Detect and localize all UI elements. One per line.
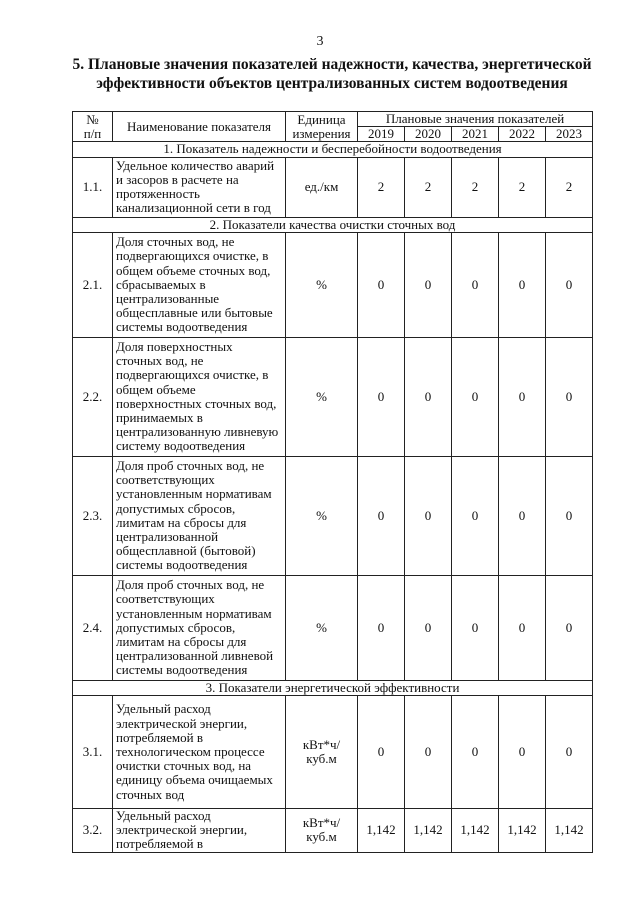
indicator-name	[113, 232, 286, 337]
row-number: 1.1.	[73, 157, 113, 217]
table-row	[73, 232, 593, 337]
unit-line: кВт*ч/	[302, 736, 341, 752]
indicator-name-line: централизованные	[116, 290, 220, 306]
header-unit: Единица измерения	[286, 112, 358, 142]
indicator-name-line: принимаемых в	[116, 410, 203, 426]
plan-value-cell: 0	[405, 456, 452, 575]
plan-value-cell: 0	[546, 456, 593, 575]
indicator-name-line: централизованную ливневую	[116, 424, 279, 440]
header-plan-values: Плановые значения показателей	[358, 112, 593, 127]
indicator-name-line: потребляемой в	[116, 836, 203, 852]
indicator-name-line: Доля поверхностных	[116, 339, 233, 354]
indicator-name-line: соответствующих	[116, 472, 215, 488]
table-row	[73, 157, 593, 217]
indicator-name-line: общесплавной (бытовой)	[116, 543, 256, 559]
indicator-name-line: Удельный расход	[116, 701, 211, 717]
section-header-row	[73, 217, 593, 232]
indicator-name-line: Удельный расход	[116, 808, 211, 824]
indicator-name-line: системы водоотведения	[116, 319, 248, 335]
indicator-name-line: Доля проб сточных вод, не	[116, 577, 265, 593]
table-row	[73, 337, 593, 456]
indicator-name-line: и засоров в расчете на	[116, 171, 239, 187]
plan-value-cell: 1,142	[546, 809, 593, 853]
plan-value-cell: 0	[358, 696, 405, 809]
plan-value-cell: 0	[405, 232, 452, 337]
unit-line: кВт*ч/	[302, 815, 341, 831]
indicator-name-line: сточных вод, не	[116, 353, 204, 369]
indicator-name-line: централизованной ливневой	[116, 648, 274, 664]
indicator-name-line: сточных вод	[116, 786, 185, 802]
section-header-row	[73, 142, 593, 157]
table-row	[73, 575, 593, 680]
unit-cell	[286, 157, 358, 217]
indicator-name-line: технологическом процессе	[116, 743, 265, 759]
header-year: 2019	[358, 127, 405, 142]
indicator-name	[113, 456, 286, 575]
indicator-name-line: общесплавные или бытовые	[116, 305, 273, 321]
page-number: 3	[316, 34, 324, 49]
row-number: 2.3.	[73, 456, 113, 575]
plan-value-cell: 0	[405, 337, 452, 456]
indicator-name-line: электрической энергии,	[116, 715, 248, 731]
indicator-name-line: допустимых сбросов,	[116, 619, 236, 635]
indicator-name-line: потребляемой в	[116, 729, 203, 745]
plan-value-cell: 2	[358, 157, 405, 217]
unit-line: %	[316, 388, 327, 404]
plan-value-cell: 0	[546, 575, 593, 680]
row-number: 2.2.	[73, 337, 113, 456]
table-row	[73, 809, 593, 853]
indicator-name-line: лимитам на сбросы для	[116, 633, 247, 649]
unit-cell	[286, 809, 358, 853]
plan-value-cell: 0	[358, 456, 405, 575]
indicator-name-line: очистки сточных вод, на	[116, 758, 252, 774]
title-line-1: 5. Плановые значения показателей надежности, качества, энергетической	[72, 56, 592, 73]
indicator-name	[113, 337, 286, 456]
indicator-name-line: подвергающихся очистке, в	[116, 367, 269, 383]
table-row	[73, 456, 593, 575]
plan-value-cell: 2	[452, 157, 499, 217]
plan-value-cell: 2	[546, 157, 593, 217]
plan-value-cell: 2	[405, 157, 452, 217]
indicator-name-line: Удельное количество аварий	[116, 157, 275, 173]
indicator-name-line: централизованной	[116, 529, 219, 545]
plan-value-cell: 0	[358, 575, 405, 680]
unit-line: ед./км	[304, 179, 339, 194]
plan-value-cell: 1,142	[405, 809, 452, 853]
plan-value-cell: 0	[358, 232, 405, 337]
row-number: 3.1.	[73, 696, 113, 809]
unit-line: куб.м	[306, 751, 337, 767]
indicator-name-line: лимитам на сбросы для	[116, 514, 247, 530]
unit-line: %	[316, 276, 327, 292]
indicator-name-line: канализационной сети в год	[116, 200, 271, 216]
unit-cell	[286, 232, 358, 337]
indicator-name-line: системы водоотведения	[116, 662, 248, 678]
indicator-name-line: протяженность	[116, 186, 200, 202]
unit-line: %	[316, 619, 327, 635]
indicator-name-line: общем объеме сточных вод,	[116, 262, 271, 278]
indicator-name-line: общем объеме	[116, 381, 196, 397]
plan-value-cell: 0	[452, 337, 499, 456]
header-year: 2022	[499, 127, 546, 142]
plan-value-cell: 0	[452, 575, 499, 680]
section-title: 3. Показатели энергетической эффективности	[73, 680, 593, 695]
plan-value-cell: 0	[499, 456, 546, 575]
unit-cell	[286, 696, 358, 809]
indicator-name-line: электрической энергии,	[116, 822, 248, 838]
plan-value-cell: 1,142	[499, 809, 546, 853]
indicator-name-line: системы водоотведения	[116, 557, 248, 573]
plan-value-cell: 0	[546, 696, 593, 809]
unit-cell	[286, 575, 358, 680]
indicator-name-line: поверхностных сточных вод,	[116, 395, 277, 411]
section-title: 1. Показатель надежности и бесперебойности водоотведения	[73, 142, 593, 157]
plan-value-cell: 2	[499, 157, 546, 217]
indicator-name	[113, 809, 286, 853]
header-year: 2023	[546, 127, 593, 142]
header-year: 2020	[405, 127, 452, 142]
plan-value-cell: 0	[499, 575, 546, 680]
indicator-name-line: единицу объема очищаемых	[116, 772, 273, 788]
plan-value-cell: 1,142	[358, 809, 405, 853]
unit-line: куб.м	[306, 829, 337, 845]
indicator-name-line: Доля сточных вод, не	[116, 234, 235, 250]
indicator-name-line: систему водоотведения	[116, 438, 246, 454]
row-number: 3.2.	[73, 809, 113, 853]
plan-value-cell: 0	[452, 232, 499, 337]
unit-line: %	[316, 507, 327, 523]
indicator-name	[113, 575, 286, 680]
indicators-table	[72, 111, 593, 853]
plan-value-cell: 0	[499, 232, 546, 337]
indicator-name	[113, 157, 286, 217]
plan-value-cell: 0	[546, 337, 593, 456]
title-line-2: эффективности объектов централизованных систем водоотведения	[96, 75, 568, 92]
plan-value-cell: 0	[405, 696, 452, 809]
unit-cell	[286, 337, 358, 456]
indicator-name-line: соответствующих	[116, 591, 215, 607]
indicator-name-line: установленным нормативам	[116, 605, 272, 621]
unit-cell	[286, 456, 358, 575]
header-year: 2021	[452, 127, 499, 142]
plan-value-cell: 0	[546, 232, 593, 337]
plan-value-cell: 0	[452, 456, 499, 575]
plan-value-cell: 0	[452, 696, 499, 809]
table-row	[73, 696, 593, 809]
section-header-row	[73, 680, 593, 695]
header-indicator-name: Наименование показателя	[113, 112, 286, 142]
indicator-name-line: Доля проб сточных вод, не	[116, 458, 265, 473]
section-title: 2. Показатели качества очистки сточных вод	[73, 217, 593, 232]
row-number: 2.1.	[73, 232, 113, 337]
document-title	[72, 55, 592, 93]
plan-value-cell: 0	[405, 575, 452, 680]
indicator-name-line: установленным нормативам	[116, 486, 272, 502]
plan-value-cell: 0	[358, 337, 405, 456]
indicator-name-line: подвергающихся очистке, в	[116, 248, 269, 264]
plan-value-cell: 1,142	[452, 809, 499, 853]
indicator-name	[113, 696, 286, 809]
indicator-name-line: сбрасываемых в	[116, 276, 206, 292]
indicator-name-line: допустимых сбросов,	[116, 500, 236, 516]
row-number: 2.4.	[73, 575, 113, 680]
header-number: № п/п	[73, 112, 113, 142]
plan-value-cell: 0	[499, 337, 546, 456]
plan-value-cell: 0	[499, 696, 546, 809]
